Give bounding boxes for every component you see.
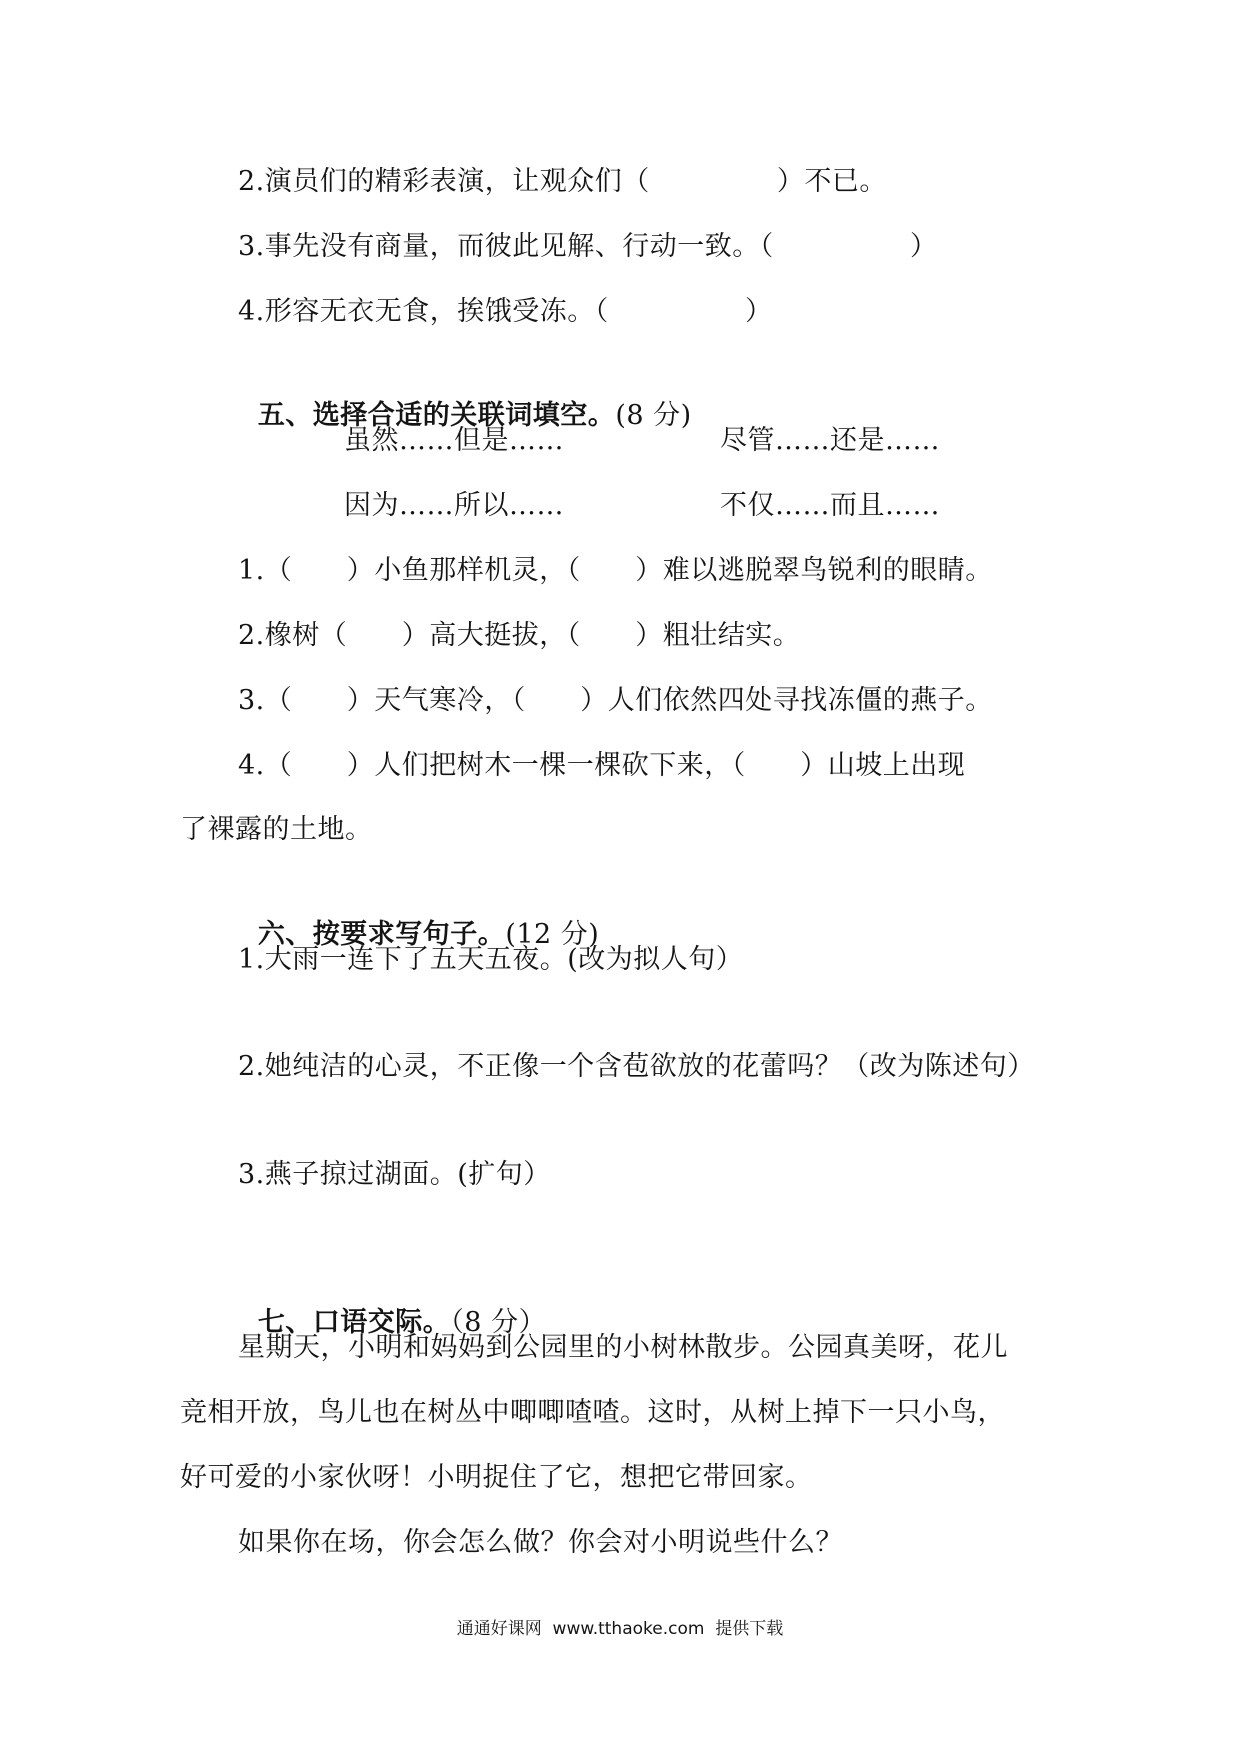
question-4-2: 2.演员们的精彩表演，让观众们（ ）不已。 [238, 166, 887, 197]
question-5-4: 4.（ ）人们把树木一棵一棵砍下来，（ ）山坡上出现 [238, 750, 966, 781]
question-4-4: 4.形容无衣无食，挨饿受冻。（ ） [238, 296, 773, 327]
section-5-title: 五、选择合适的关联词填空。 [257, 400, 616, 431]
section-7-points: （8 分） [450, 1307, 547, 1338]
conjunction-option-2: 尽管……还是…… [720, 425, 940, 456]
section-5-points: (8 分) [615, 400, 692, 431]
section-7-title: 七、口语交际。 [257, 1307, 451, 1338]
question-5-4-continued: 了裸露的土地。 [180, 814, 373, 845]
passage-question: 如果你在场，你会怎么做？你会对小明说些什么？ [238, 1527, 843, 1558]
question-4-3: 3.事先没有商量，而彼此见解、行动一致。（ ） [238, 231, 938, 262]
section-6-points: (12 分) [505, 919, 600, 950]
question-5-2: 2.橡树（ ）高大挺拔，（ ）粗壮结实。 [238, 620, 801, 651]
passage-line-2: 竞相开放，鸟儿也在树丛中唧唧喳喳。这时，从树上掉下一只小鸟， [180, 1397, 1005, 1428]
passage-line-3: 好可爱的小家伙呀！小明捉住了它，想把它带回家。 [180, 1462, 813, 1493]
question-5-3: 3.（ ）天气寒冷，（ ）人们依然四处寻找冻僵的燕子。 [238, 685, 993, 716]
conjunction-option-4: 不仅……而且…… [720, 490, 940, 521]
question-6-2: 2.她纯洁的心灵，不正像一个含苞欲放的花蕾吗？（改为陈述句） [238, 1051, 1035, 1082]
conjunction-option-1: 虽然……但是…… [344, 425, 564, 456]
question-5-1: 1.（ ）小鱼那样机灵，（ ）难以逃脱翠鸟锐利的眼睛。 [238, 555, 993, 586]
passage-line-1: 星期天，小明和妈妈到公园里的小树林散步。公园真美呀，花儿 [238, 1332, 1008, 1363]
page-footer: 通通好课网 www.tthaoke.com 提供下载 [456, 1619, 784, 1639]
section-6-title: 六、按要求写句子。 [257, 919, 506, 950]
conjunction-option-3: 因为……所以…… [344, 490, 564, 521]
question-6-1: 1.大雨一连下了五天五夜。(改为拟人句） [238, 944, 744, 975]
question-6-3: 3.燕子掠过湖面。(扩句） [238, 1159, 551, 1190]
